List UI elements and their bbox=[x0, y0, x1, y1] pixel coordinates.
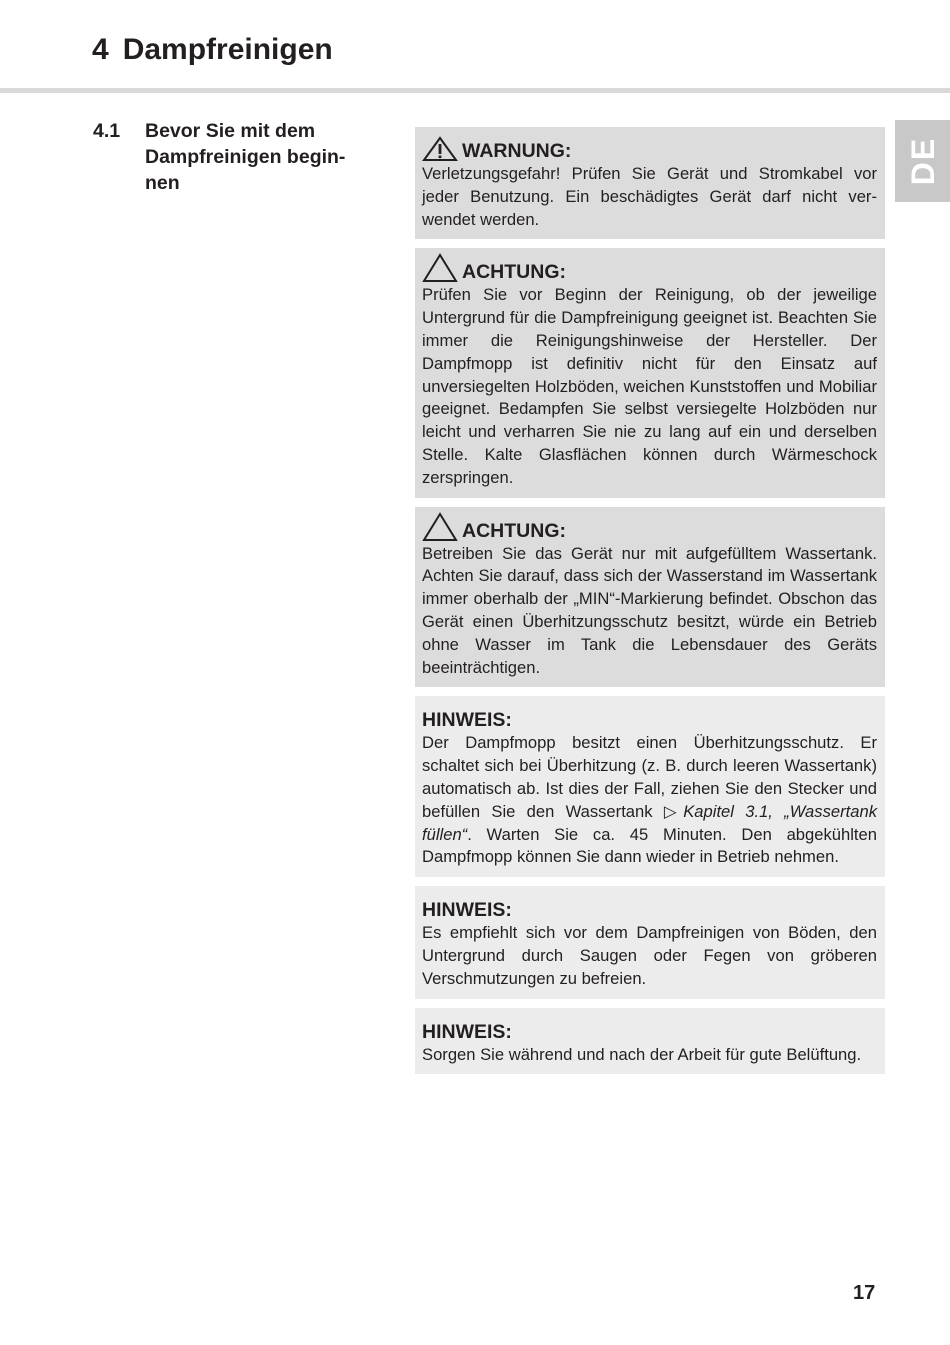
chapter-reference-link[interactable]: ▷Kapitel 3.1, „Wassertank füllen“ bbox=[422, 801, 877, 844]
warning-triangle-exclamation-icon bbox=[422, 136, 458, 162]
chapter-title bbox=[92, 30, 333, 70]
section-heading bbox=[93, 118, 383, 196]
hint-text-start: Der Dampfmopp besitzt einen Überhitzungsschutz. Er schaltet sich bei Überhitzung (z. B. durch leeren Wassertank) automatisch ab. Ist dies der Fall, ziehen Sie den Stecker und befüllen Sie den Wassertank bbox=[422, 733, 877, 821]
caution-triangle-icon bbox=[422, 253, 458, 283]
language-tab bbox=[895, 120, 950, 202]
hint-box bbox=[415, 1008, 885, 1075]
hint-box bbox=[415, 696, 885, 877]
page-number: 17 bbox=[853, 1282, 876, 1304]
hint-text: Es empfiehlt sich vor dem Dampfreinigen von Böden, den Untergrund durch Saugen oder Fegen von gröberen Verschmutzungen zu befreien. bbox=[422, 923, 877, 988]
hint-title: HINWEIS: bbox=[422, 709, 512, 732]
caution-box bbox=[415, 248, 885, 497]
hint-text: Sorgen Sie während und nach der Arbeit für gute Belüftung. bbox=[422, 1044, 862, 1064]
notice-column bbox=[415, 127, 885, 1083]
caution-title: ACHTUNG: bbox=[462, 519, 566, 542]
hint-box bbox=[415, 886, 885, 998]
caution-text: Prüfen Sie vor Beginn der Reinigung, ob der jeweilige Untergrund für die Dampfreinigung geeignet ist. Beachten Sie immer die Reinigungshinweise der Hersteller. Der Dampfmopp ist definitiv nicht für den Einsatz auf unversiegelten Holzböden, weichen Kunststoffen und Mobiliar geeignet. Bedampfen Sie selbst versiegelte Holzböden nur leicht und verharren Sie nie zu lang auf ein und derselben Stelle. Kalte Glasflächen können durch Wärmeschock zerspringen. bbox=[422, 285, 877, 487]
warning-text: Verletzungsgefahr! Prüfen Sie Gerät und Stromkabel vor jeder Benutzung. Ein beschädigtes Gerät darf nicht verwendet werden. bbox=[422, 164, 877, 229]
chapter-number: 4 bbox=[92, 33, 109, 66]
caution-box bbox=[415, 507, 885, 688]
hint-title: HINWEIS: bbox=[422, 1020, 512, 1043]
warning-box bbox=[415, 127, 885, 239]
caution-text: Betreiben Sie das Gerät nur mit aufgefülltem Wassertank. Achten Sie darauf, dass sich der Wasserstand im Wassertank immer oberhalb der „MIN“-Markierung befindet. Obschon das Gerät einen Überhitzungsschutz besitzt, würde ein Betrieb ohne Wasser im Tank die Lebensdauer des Geräts beeinträchtigen. bbox=[422, 543, 877, 677]
caution-title: ACHTUNG: bbox=[462, 261, 566, 284]
header-divider bbox=[0, 88, 950, 93]
hint-text bbox=[422, 732, 877, 869]
section-number: 4.1 bbox=[93, 120, 121, 142]
chapter-title-text: Dampfreinigen bbox=[122, 33, 333, 66]
warning-title-row bbox=[422, 137, 877, 163]
hint-text-end: . Warten Sie ca. 45 Minuten. Den abgekühlten Dampfmopp können Sie dann wieder in Betrieb nehmen. bbox=[422, 824, 877, 867]
language-tab-label: DE bbox=[904, 136, 941, 186]
caution-title-row bbox=[422, 258, 877, 284]
section-title: Bevor Sie mit dem Dampfreinigen begin- nen bbox=[145, 120, 346, 194]
warning-title: WARNUNG: bbox=[462, 140, 572, 162]
caution-title-row bbox=[422, 517, 877, 543]
hint-title: HINWEIS: bbox=[422, 899, 512, 922]
caution-triangle-icon bbox=[422, 512, 458, 542]
